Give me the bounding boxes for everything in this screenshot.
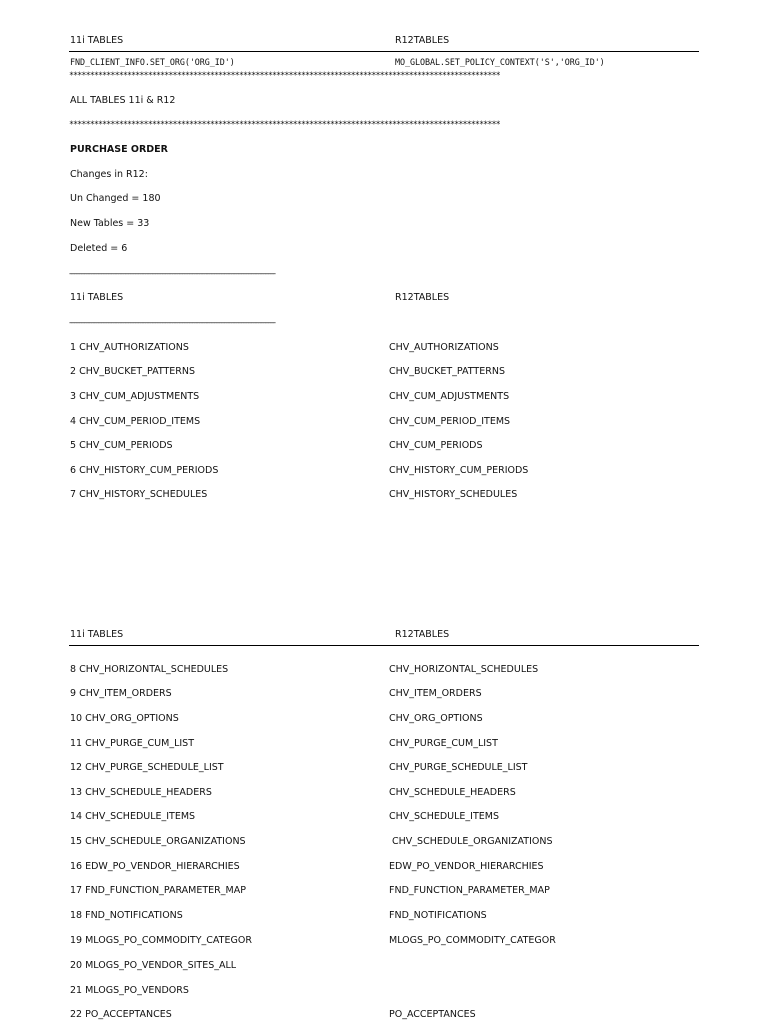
table-row-r12: FND_NOTIFICATIONS	[389, 910, 487, 921]
stars-separator: ********************************************************************************************************	[69, 70, 500, 80]
table-row-11i: 14 CHV_SCHEDULE_ITEMS	[70, 811, 196, 822]
table-row-11i: 9 CHV_ITEM_ORDERS	[70, 688, 172, 699]
table-row-r12: CHV_HISTORY_CUM_PERIODS	[389, 465, 529, 476]
table-row-r12: CHV_HORIZONTAL_SCHEDULES	[389, 664, 539, 675]
table-row-r12: PO_ACCEPTANCES	[389, 1009, 476, 1020]
list-header-r12: R12TABLES	[395, 292, 450, 303]
table-row-11i: 1 CHV_AUTHORIZATIONS	[70, 342, 189, 353]
stars-separator: ********************************************************************************************************	[69, 119, 500, 129]
unchanged-count: Un Changed = 180	[70, 193, 161, 204]
table-row-r12: CHV_ORG_OPTIONS	[389, 713, 483, 724]
table-row-r12: CHV_HISTORY_SCHEDULES	[389, 489, 518, 500]
table-row-11i: 12 CHV_PURGE_SCHEDULE_LIST	[70, 762, 224, 773]
table-row-r12: CHV_PURGE_SCHEDULE_LIST	[389, 762, 528, 773]
table-row-11i: 2 CHV_BUCKET_PATTERNS	[70, 366, 196, 377]
table-row-11i: 13 CHV_SCHEDULE_HEADERS	[70, 787, 212, 798]
table-row-r12: CHV_AUTHORIZATIONS	[389, 342, 499, 353]
table-row-11i: 22 PO_ACCEPTANCES	[70, 1009, 172, 1020]
table-row-r12: CHV_CUM_PERIOD_ITEMS	[389, 416, 511, 427]
table-row-11i: 19 MLOGS_PO_COMMODITY_CATEGOR	[70, 935, 252, 946]
table-row-11i: 17 FND_FUNCTION_PARAMETER_MAP	[70, 885, 246, 896]
table-row-r12: MLOGS_PO_COMMODITY_CATEGOR	[389, 935, 556, 946]
table-row-r12: CHV_SCHEDULE_HEADERS	[389, 787, 516, 798]
table-row-11i: 18 FND_NOTIFICATIONS	[70, 910, 183, 921]
table-row-11i: 5 CHV_CUM_PERIODS	[70, 440, 173, 451]
table-row-r12: FND_FUNCTION_PARAMETER_MAP	[389, 885, 550, 896]
table-row-11i: 15 CHV_SCHEDULE_ORGANIZATIONS	[70, 836, 246, 847]
table-row-r12: EDW_PO_VENDOR_HIERARCHIES	[389, 861, 544, 872]
section-title: PURCHASE ORDER	[70, 144, 168, 155]
table-row-11i: 16 EDW_PO_VENDOR_HIERARCHIES	[70, 861, 240, 872]
table-row-11i: 21 MLOGS_PO_VENDORS	[70, 985, 189, 996]
changes-heading: Changes in R12:	[70, 169, 148, 180]
table-row-11i: 4 CHV_CUM_PERIOD_ITEMS	[70, 416, 201, 427]
new-tables-count: New Tables = 33	[70, 218, 150, 229]
all-tables-heading: ALL TABLES 11i & R12	[70, 95, 176, 106]
header-11i-label: 11i TABLES	[70, 35, 124, 46]
api-r12-call: MO_GLOBAL.SET_POLICY_CONTEXT('S','ORG_ID')	[395, 57, 605, 67]
table-row-11i: 10 CHV_ORG_OPTIONS	[70, 713, 179, 724]
table-row-11i: 20 MLOGS_PO_VENDOR_SITES_ALL	[70, 960, 237, 971]
page2-header-r12: R12TABLES	[395, 629, 450, 640]
header-rule	[69, 51, 699, 52]
table-row-11i: 7 CHV_HISTORY_SCHEDULES	[70, 489, 208, 500]
page2-header-rule	[69, 645, 699, 646]
table-row-r12: CHV_ITEM_ORDERS	[389, 688, 482, 699]
list-header-11i: 11i TABLES	[70, 292, 124, 303]
deleted-count: Deleted = 6	[70, 243, 128, 254]
dash-separator: --------------------------------------------------------------------------------------------------------------------------	[69, 269, 275, 278]
header-r12-label: R12TABLES	[395, 35, 450, 46]
dash-separator: --------------------------------------------------------------------------------------------------------------------------	[69, 318, 275, 327]
table-row-r12: CHV_BUCKET_PATTERNS	[389, 366, 505, 377]
table-row-11i: 11 CHV_PURGE_CUM_LIST	[70, 738, 194, 749]
table-row-r12: CHV_SCHEDULE_ITEMS	[389, 811, 499, 822]
table-row-r12: CHV_CUM_PERIODS	[389, 440, 483, 451]
api-11i-call: FND_CLIENT_INFO.SET_ORG('ORG_ID')	[70, 57, 235, 67]
table-row-r12: CHV_CUM_ADJUSTMENTS	[389, 391, 510, 402]
table-row-11i: 8 CHV_HORIZONTAL_SCHEDULES	[70, 664, 229, 675]
table-row-r12: CHV_SCHEDULE_ORGANIZATIONS	[389, 836, 553, 847]
page2-header-11i: 11i TABLES	[70, 629, 124, 640]
table-row-11i: 6 CHV_HISTORY_CUM_PERIODS	[70, 465, 219, 476]
table-row-11i: 3 CHV_CUM_ADJUSTMENTS	[70, 391, 200, 402]
table-row-r12: CHV_PURGE_CUM_LIST	[389, 738, 498, 749]
